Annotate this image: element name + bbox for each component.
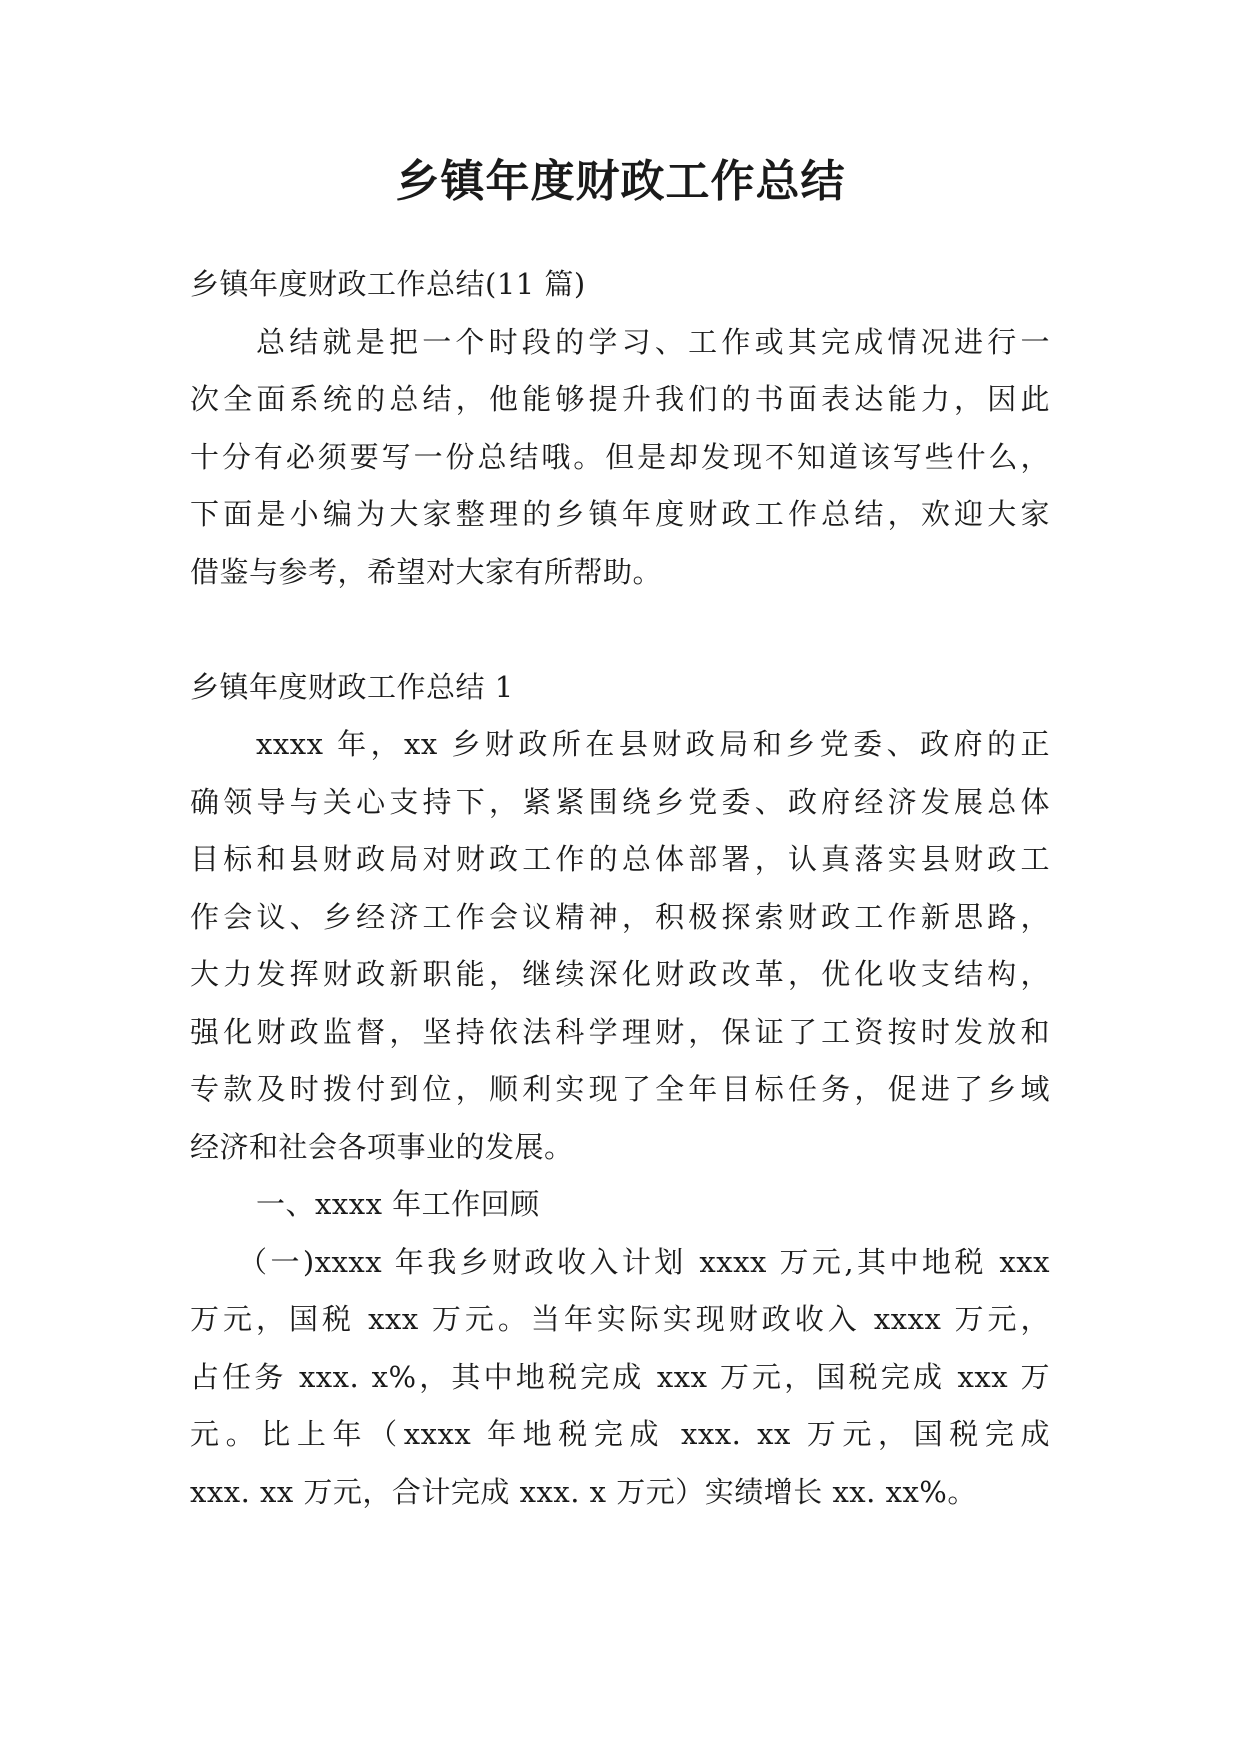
section-heading: 乡镇年度财政工作总结 1: [190, 669, 514, 704]
review-heading: 一、xxxx 年工作回顾: [256, 1187, 540, 1221]
section-line: 经济和社会各项事业的发展。: [190, 1129, 574, 1164]
review-line: xxx. xx 万元，合计完成 xxx. x 万元）实绩增长 xx. xx%。: [190, 1474, 977, 1509]
paragraph-gap: [190, 601, 1050, 659]
intro-line: 借鉴与参考，希望对大家有所帮助。: [190, 554, 663, 589]
intro-line: 十分有必须要写一份总结哦。但是却发现不知道该写些什么，: [190, 439, 1050, 474]
intro-line: 总结就是把一个时段的学习、工作或其完成情况进行一: [256, 324, 1050, 359]
section-line: 专款及时拨付到位，顺利实现了全年目标任务，促进了乡域: [190, 1072, 1050, 1106]
section-line: 目标和县财政局对财政工作的总体部署，认真落实县财政工: [190, 842, 1050, 876]
review-line: 万元，国税 xxx 万元。当年实际实现财政收入 xxxx 万元，: [190, 1302, 1050, 1336]
review-line: （一)xxxx 年我乡财政收入计划 xxxx 万元,其中地税 xxx: [238, 1244, 1050, 1279]
section-line: 确领导与关心支持下，紧紧围绕乡党委、政府经济发展总体: [190, 784, 1050, 819]
document-body: [190, 256, 1050, 1521]
document-title: 乡镇年度财政工作总结: [395, 156, 846, 207]
review-line: 占任务 xxx. x%，其中地税完成 xxx 万元，国税完成 xxx 万: [190, 1359, 1050, 1394]
section-line: xxxx 年，xx 乡财政所在县财政局和乡党委、政府的正: [256, 727, 1050, 761]
section-line: 大力发挥财政新职能，继续深化财政改革，优化收支结构，: [190, 957, 1050, 991]
section-line: 作会议、乡经济工作会议精神，积极探索财政工作新思路，: [190, 899, 1050, 934]
review-line: 元。比上年（xxxx 年地税完成 xxx. xx 万元，国税完成: [190, 1417, 1050, 1451]
intro-line: 次全面系统的总结，他能够提升我们的书面表达能力，因此: [190, 382, 1050, 416]
document-subtitle: 乡镇年度财政工作总结(11 篇): [190, 267, 586, 301]
intro-line: 下面是小编为大家整理的乡镇年度财政工作总结，欢迎大家: [190, 497, 1050, 531]
section-line: 强化财政监督，坚持依法科学理财，保证了工资按时发放和: [190, 1014, 1050, 1049]
